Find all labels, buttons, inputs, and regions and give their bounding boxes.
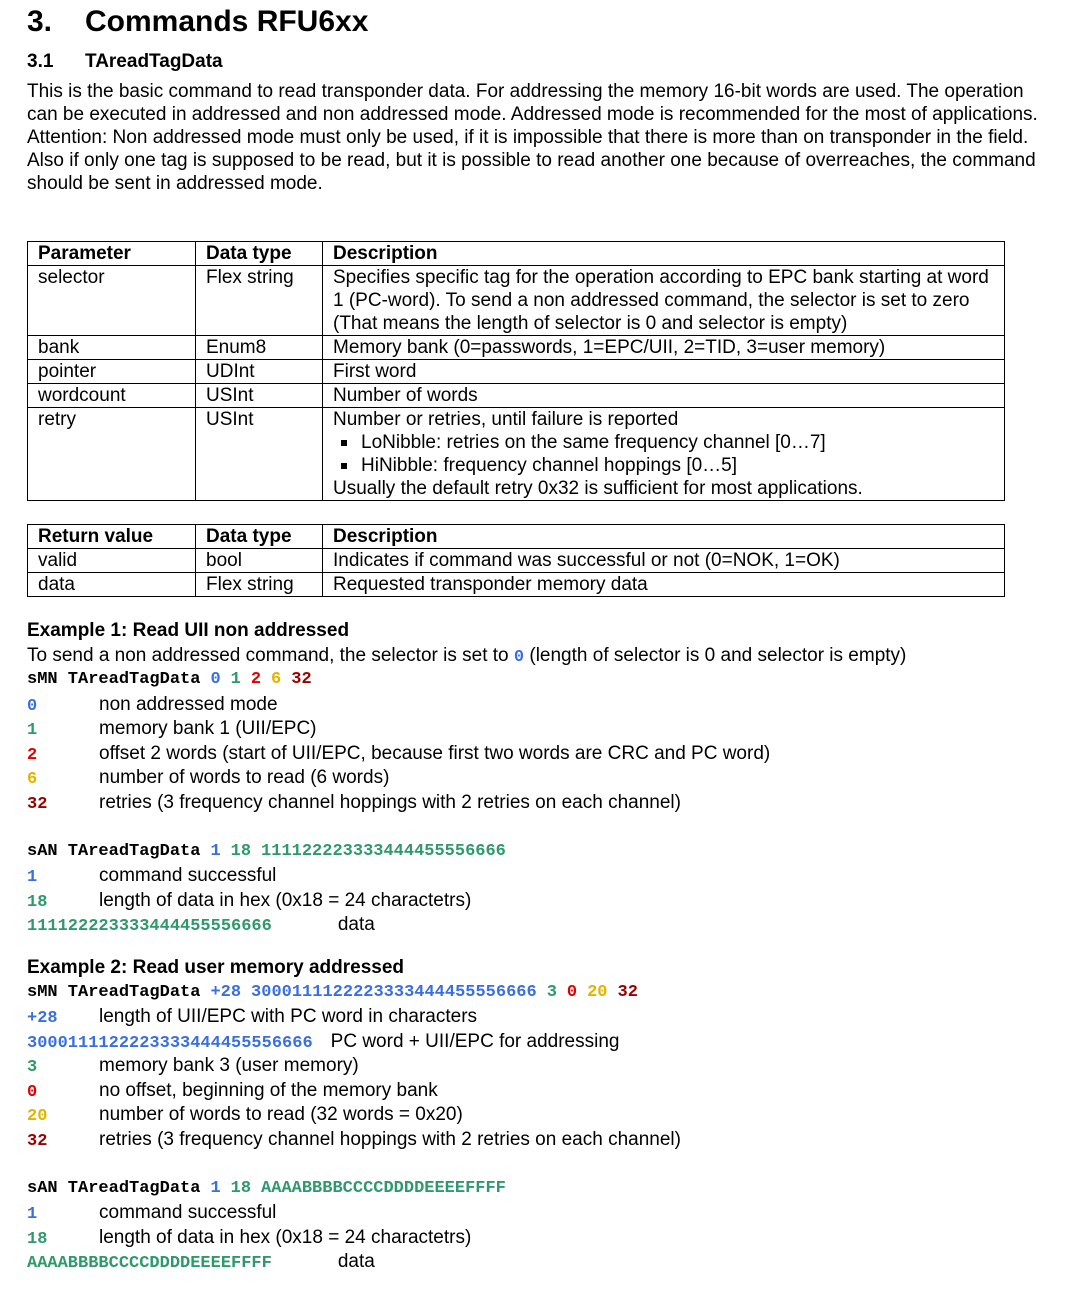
- return-name: valid: [28, 549, 196, 573]
- explain-code: 20: [27, 1107, 48, 1126]
- explain-row: [27, 1030, 1067, 1055]
- explain-row: [27, 693, 1067, 718]
- explain-row: [27, 766, 1067, 791]
- section-number: 3.: [27, 5, 53, 38]
- bullet-item: LoNibble: retries on the same frequency channel [0…7]: [361, 431, 1004, 454]
- explain-code: 32: [27, 1131, 48, 1151]
- table-row: [28, 336, 1005, 360]
- response-arg: 18: [230, 841, 252, 861]
- example-2-response: [27, 1177, 1067, 1202]
- return-table: [27, 524, 1005, 597]
- subsection-heading: [27, 50, 223, 74]
- bullet-item: HiNibble: frequency channel hoppings [0…5]: [361, 454, 1004, 477]
- table-row: [28, 549, 1005, 573]
- param-desc: Number of words: [323, 384, 1005, 408]
- intro-text: [27, 80, 1057, 195]
- return-name: data: [28, 573, 196, 597]
- intro-after: (length of selector is 0 and selector is empty): [524, 644, 907, 666]
- table-row: [28, 384, 1005, 408]
- explain-row: [27, 1054, 1067, 1079]
- intro-paragraph-2: Attention: Non addressed mode must only be used, if it is impossible that there is more than on transponder in the field. Also if only one tag is supposed to be read, but it is possible to read another one because of overreaches, the command should be sent in addressed mode.: [27, 127, 1036, 194]
- explain-text: memory bank 3 (user memory): [99, 1055, 359, 1076]
- explain-code: +28: [27, 1009, 58, 1028]
- explain-row: [27, 1250, 1067, 1275]
- subsection-number: 3.1: [27, 51, 54, 72]
- param-type: Flex string: [196, 266, 323, 336]
- section-title: Commands RFU6xx: [85, 5, 369, 38]
- retry-footer: Usually the default retry 0x32 is sufficient for most applications.: [333, 478, 863, 499]
- retry-bullets: [333, 431, 1004, 477]
- explain-text: data: [337, 914, 375, 935]
- explain-row: [27, 1128, 1067, 1153]
- parameter-table: [27, 241, 1005, 501]
- param-name: bank: [28, 336, 196, 360]
- header-description: Description: [323, 525, 1005, 549]
- explain-code: 1: [27, 1205, 38, 1224]
- param-desc: Memory bank (0=passwords, 1=EPC/UII, 2=TID, 3=user memory): [323, 336, 1005, 360]
- header-data-type: Data type: [196, 525, 323, 549]
- header-description: Description: [323, 242, 1005, 266]
- explain-row: [27, 717, 1067, 742]
- explain-code: 111122223333444455556666: [27, 917, 272, 936]
- table-header-row: [28, 242, 1005, 266]
- param-name: retry: [28, 408, 196, 501]
- explain-code: 18: [27, 892, 48, 912]
- header-return-value: Return value: [28, 525, 196, 549]
- explain-code: 1: [27, 721, 38, 740]
- param-type: Enum8: [196, 336, 323, 360]
- example-1-title: Example 1: Read UII non addressed: [27, 620, 350, 641]
- explain-code: 3: [27, 1058, 38, 1077]
- response-prefix: sAN TAreadTagData: [27, 1178, 201, 1198]
- explain-text: length of data in hex (0x18 = 24 charactetrs): [99, 1226, 472, 1248]
- command-arg: 2: [250, 670, 262, 689]
- explain-code: 3000111122223333444455556666: [27, 1033, 313, 1053]
- explain-row: [27, 1005, 1067, 1030]
- param-name: selector: [28, 266, 196, 336]
- command-arg: +28: [210, 982, 242, 1002]
- explain-row: [27, 1201, 1067, 1226]
- explain-text: retries (3 frequency channel hoppings with 2 retries on each channel): [99, 791, 681, 813]
- explain-row: [27, 913, 1067, 938]
- param-type: USInt: [196, 384, 323, 408]
- example-1-response: [27, 840, 1067, 865]
- explain-text: retries (3 frequency channel hoppings with 2 retries on each channel): [99, 1128, 681, 1150]
- explain-code: 32: [27, 794, 48, 814]
- response-arg: 111122223333444455556666: [261, 841, 506, 861]
- explain-row: [27, 1079, 1067, 1104]
- intro-paragraph-1: This is the basic command to read transponder data. For addressing the memory 16-bit words are used. The operation can be executed in addressed and non addressed mode. Addressed mode is recommended for the most of applications.: [27, 81, 1038, 125]
- command-prefix: sMN TAreadTagData: [27, 670, 201, 689]
- explain-row: [27, 1103, 1067, 1128]
- command-arg: 1: [230, 670, 241, 689]
- command-arg: 20: [587, 982, 608, 1002]
- intro-value: 0: [513, 647, 525, 667]
- header-data-type: Data type: [196, 242, 323, 266]
- header-parameter: Parameter: [28, 242, 196, 266]
- explain-row: [27, 889, 1067, 914]
- response-arg: AAAABBBBCCCCDDDDEEEEFFFF: [261, 1178, 506, 1198]
- command-arg: 3: [546, 982, 557, 1002]
- table-row: [28, 266, 1005, 336]
- explain-code: 1: [27, 868, 38, 887]
- explain-code: 0: [27, 1082, 38, 1102]
- return-desc: Indicates if command was successful or not (0=NOK, 1=OK): [323, 549, 1005, 573]
- response-arg: 1: [210, 841, 221, 861]
- response-prefix: sAN TAreadTagData: [27, 841, 201, 861]
- command-arg: 32: [291, 670, 312, 689]
- explain-row: [27, 864, 1067, 889]
- param-name: wordcount: [28, 384, 196, 408]
- explain-text: offset 2 words (start of UII/EPC, because first two words are CRC and PC word): [99, 742, 771, 764]
- return-type: bool: [196, 549, 323, 573]
- example-1-command: [27, 668, 1067, 693]
- explain-text: data: [337, 1251, 375, 1272]
- param-desc: [323, 408, 1005, 501]
- explain-text: length of data in hex (0x18 = 24 charactetrs): [99, 889, 472, 911]
- intro-before: To send a non addressed command, the selector is set to: [27, 644, 514, 666]
- example-1: [27, 619, 1067, 938]
- explain-text: number of words to read (6 words): [99, 767, 390, 788]
- explain-text: PC word + UII/EPC for addressing: [330, 1030, 620, 1052]
- explain-text: number of words to read (32 words = 0x20): [99, 1104, 463, 1125]
- example-2: [27, 956, 1067, 1275]
- subsection-title: TAreadTagData: [85, 51, 223, 72]
- retry-desc: Number or retries, until failure is reported: [333, 409, 679, 430]
- command-arg: 0: [210, 670, 221, 689]
- example-2-command: [27, 981, 1067, 1006]
- explain-code: 18: [27, 1229, 48, 1249]
- example-2-title: Example 2: Read user memory addressed: [27, 957, 405, 978]
- command-arg: 6: [271, 670, 282, 689]
- command-prefix: sMN TAreadTagData: [27, 982, 201, 1002]
- command-arg: 32: [617, 982, 638, 1002]
- explain-text: length of UII/EPC with PC word in characters: [99, 1006, 478, 1027]
- explain-text: non addressed mode: [99, 693, 278, 715]
- explain-text: command successful: [99, 865, 277, 886]
- table-row: [28, 360, 1005, 384]
- example-1-intro: [27, 644, 1067, 669]
- command-arg: 0: [566, 982, 578, 1002]
- explain-code: 6: [27, 770, 38, 789]
- table-header-row: [28, 525, 1005, 549]
- response-arg: 1: [210, 1178, 221, 1198]
- param-type: USInt: [196, 408, 323, 501]
- explain-code: 2: [27, 745, 38, 765]
- explain-text: command successful: [99, 1202, 277, 1223]
- section-heading: [27, 2, 368, 42]
- explain-row: [27, 742, 1067, 767]
- return-type: Flex string: [196, 573, 323, 597]
- return-desc: Requested transponder memory data: [323, 573, 1005, 597]
- explain-text: no offset, beginning of the memory bank: [99, 1079, 438, 1101]
- explain-code: AAAABBBBCCCCDDDDEEEEFFFF: [27, 1254, 272, 1273]
- param-type: UDInt: [196, 360, 323, 384]
- param-name: pointer: [28, 360, 196, 384]
- command-arg: 3000111122223333444455556666: [251, 982, 537, 1002]
- param-desc: First word: [323, 360, 1005, 384]
- explain-row: [27, 791, 1067, 816]
- explain-row: [27, 1226, 1067, 1251]
- table-row: [28, 573, 1005, 597]
- explain-text: memory bank 1 (UII/EPC): [99, 718, 317, 739]
- response-arg: 18: [230, 1178, 252, 1198]
- explain-code: 0: [27, 696, 38, 716]
- param-desc: Specifies specific tag for the operation according to EPC bank starting at word 1 (PC-word). To send a non addressed command, the selector is set to zero (That means the length of selector is 0 and selector is empty): [323, 266, 1005, 336]
- table-row: [28, 408, 1005, 501]
